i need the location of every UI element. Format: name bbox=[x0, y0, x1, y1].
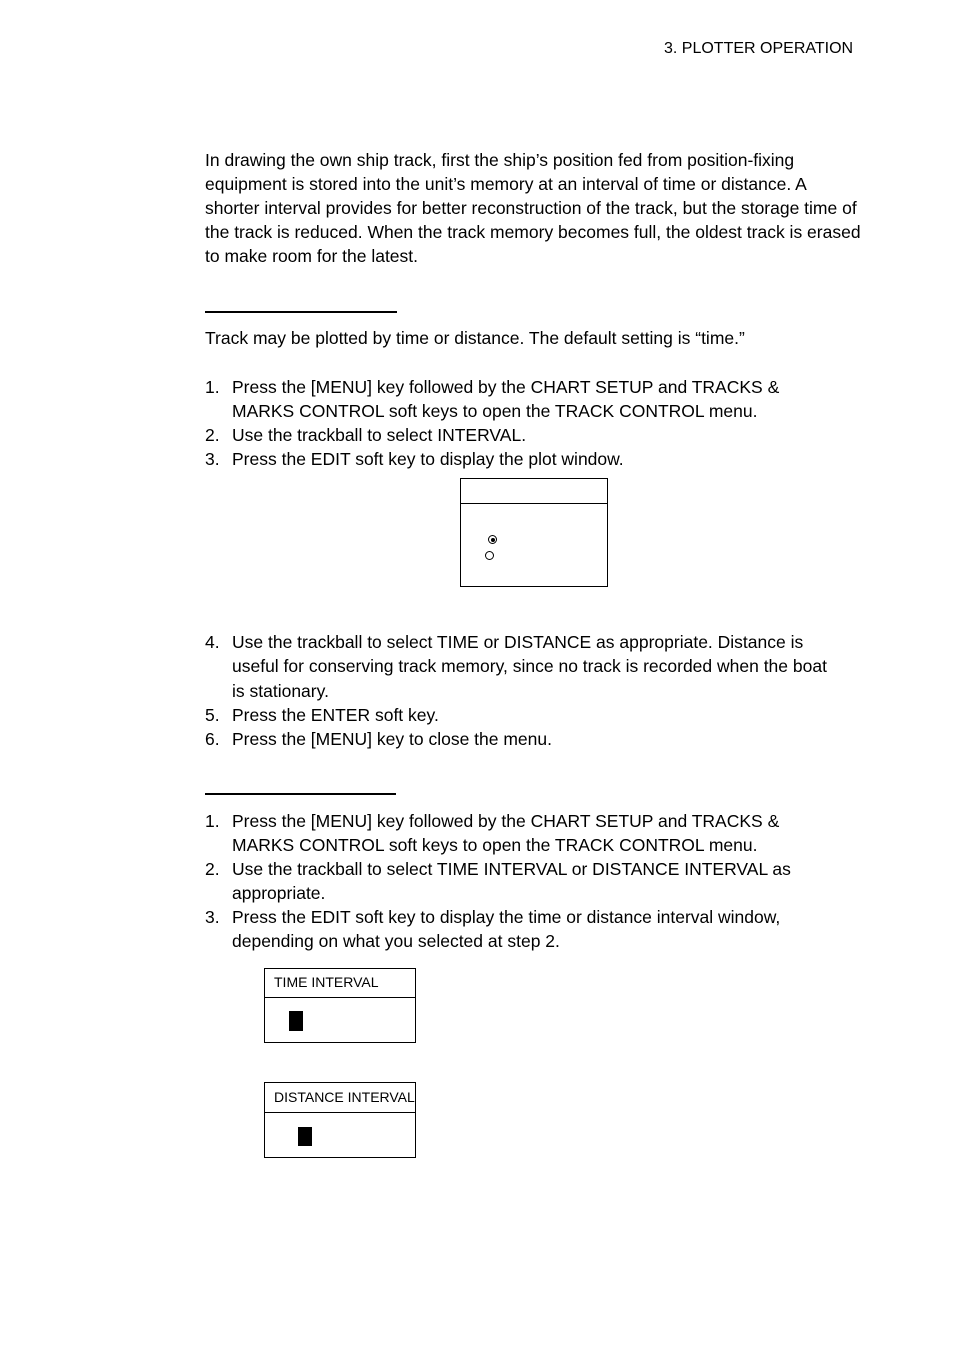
time-interval-title: TIME INTERVAL bbox=[265, 969, 415, 998]
step-text-line: Press the ENTER soft key. bbox=[232, 704, 439, 725]
step-text-line: useful for conserving track memory, since no track is recorded when the boat bbox=[232, 656, 827, 677]
distance-interval-window bbox=[264, 1082, 416, 1158]
step-text-line: Use the trackball to select TIME or DISTANCE as appropriate. Distance is bbox=[232, 632, 804, 652]
step-number: 5. bbox=[205, 704, 220, 725]
step-number: 1. bbox=[205, 811, 220, 831]
step-number: 1. bbox=[205, 377, 220, 397]
time-interval-window bbox=[264, 968, 416, 1043]
step-number: 2. bbox=[205, 425, 220, 445]
section1-lead: Track may be plotted by time or distance. The default setting is “time.” bbox=[205, 328, 745, 348]
step-text-line: is stationary. bbox=[232, 680, 329, 701]
radio-time-selected[interactable] bbox=[488, 535, 497, 544]
time-interval-cursor[interactable] bbox=[289, 1011, 303, 1031]
step-text-line: Use the trackball to select INTERVAL. bbox=[232, 425, 527, 445]
step-text-line: Press the EDIT soft key to display the plot window. bbox=[232, 449, 624, 469]
step-number: 3. bbox=[205, 449, 220, 469]
step-number: 3. bbox=[205, 907, 220, 927]
plot-window-title bbox=[461, 479, 607, 504]
section1-heading-rule bbox=[205, 311, 397, 313]
step-number: 6. bbox=[205, 729, 220, 750]
section2-heading-rule bbox=[205, 793, 396, 795]
step-text-line: Press the [MENU] key to close the menu. bbox=[232, 729, 552, 750]
step-text-line: Press the [MENU] key followed by the CHART SETUP and TRACKS & bbox=[232, 811, 780, 831]
distance-interval-title: DISTANCE INTERVAL bbox=[265, 1083, 415, 1113]
plot-window bbox=[460, 478, 608, 587]
radio-distance[interactable] bbox=[485, 551, 494, 560]
step-text-line: Use the trackball to select TIME INTERVAL or DISTANCE INTERVAL as bbox=[232, 859, 791, 879]
step-text-line: Press the [MENU] key followed by the CHART SETUP and TRACKS & bbox=[232, 377, 780, 397]
step-text-line: appropriate. bbox=[232, 883, 326, 903]
step-text-line: MARKS CONTROL soft keys to open the TRACK CONTROL menu. bbox=[232, 401, 758, 421]
step-number: 2. bbox=[205, 859, 220, 879]
step-text-line: Press the EDIT soft key to display the time or distance interval window, bbox=[232, 907, 781, 927]
distance-interval-cursor[interactable] bbox=[298, 1127, 312, 1146]
step-text-line: MARKS CONTROL soft keys to open the TRACK CONTROL menu. bbox=[232, 835, 758, 855]
intro-paragraph: In drawing the own ship track, first the ship’s position fed from position-fixing equipment is stored into the unit’s memory at an interval of time or distance. A shorter interval provides for better reconstruction of the track, but the storage time of the track is reduced. When the track memory becomes full, the oldest track is erased to make room for the latest. bbox=[205, 150, 861, 266]
step-number: 4. bbox=[205, 632, 220, 652]
step-text-line: depending on what you selected at step 2. bbox=[232, 931, 560, 951]
page-header: 3. PLOTTER OPERATION bbox=[664, 40, 854, 57]
